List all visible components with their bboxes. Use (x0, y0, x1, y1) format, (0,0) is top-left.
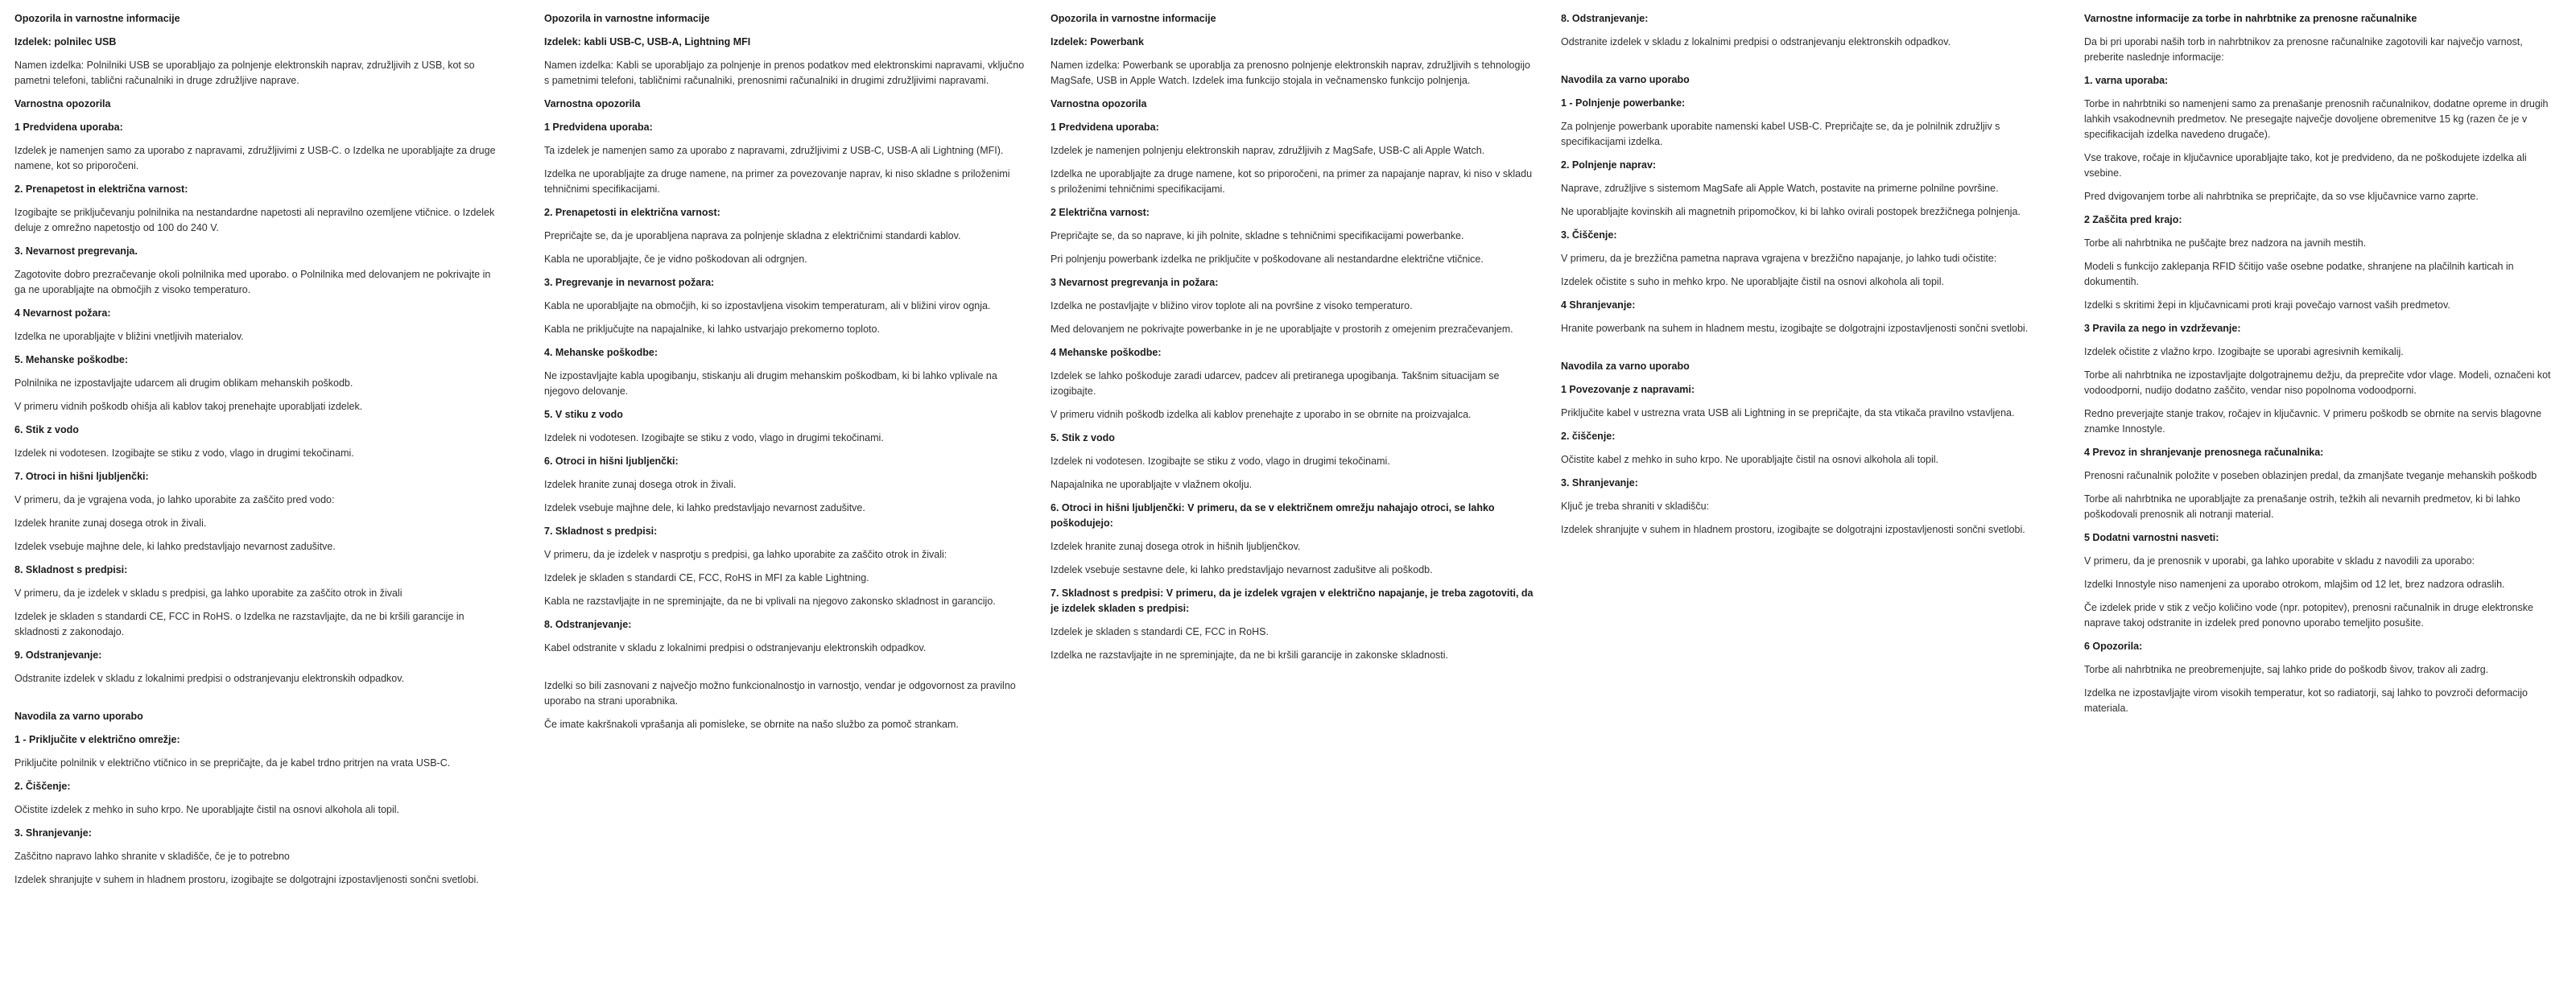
paragraph: Izdelek očistite z vlažno krpo. Izogibajte se uporabi agresivnih kemikalij. (2084, 346, 2404, 357)
paragraph: V primeru, da je prenosnik v uporabi, ga lahko uporabite v skladu z navodili za uporabo: (2084, 555, 2475, 567)
paragraph: Izdelek hranite zunaj dosega otrok in živali. (544, 479, 737, 490)
paragraph: Izdelek shranjujte v suhem in hladnem prostoru, izogibajte se dolgotrajni izpostavljenosti sončni svetlobi. (14, 874, 479, 885)
section-heading: 2. Čiščenje: (14, 781, 71, 792)
section-heading: 2. Prenapetost in električna varnost: (14, 183, 188, 195)
column-powerbank (1051, 11, 1537, 671)
section-heading: Varnostne informacije za torbe in nahrbtnike za prenosne računalnike (2084, 13, 2417, 24)
section-heading: 2 Električna varnost: (1051, 207, 1150, 218)
section-heading: 3. Shranjevanje: (14, 827, 92, 839)
paragraph: Naprave, združljive s sistemom MagSafe ali Apple Watch, postavite na primerne polnilne površine. (1561, 183, 1999, 194)
paragraph: Očistite kabel z mehko in suho krpo. Ne uporabljajte čistil na osnovi alkohola ali topil. (1561, 454, 1938, 465)
section-heading: Opozorila in varnostne informacije (1051, 13, 1216, 24)
paragraph: Priključite polnilnik v električno vtičnico in se prepričajte, da je kabel trdno pritrjen na vrata USB-C. (14, 757, 451, 769)
paragraph: Torbe ali nahrbtnika ne uporabljajte za prenašanje ostrih, težkih ali nevarnih predmetov, ki bi lahko poškodovali prenosnik ali notranji material. (2084, 493, 2520, 520)
section-heading: Izdelek: Powerbank (1051, 36, 1145, 47)
paragraph: Izdelek hranite zunaj dosega otrok in hišnih ljubljenčkov. (1051, 541, 1301, 552)
section-heading: 9. Odstranjevanje: (14, 649, 102, 661)
paragraph: Prepričajte se, da je uporabljena naprava za polnjenje skladna z električnimi standardi kablov. (544, 230, 961, 241)
section-heading: 2. čiščenje: (1561, 431, 1616, 442)
section-heading: 1 Povezovanje z napravami: (1561, 384, 1695, 395)
section-heading: 1 Predvidena uporaba: (1051, 122, 1159, 133)
paragraph: Modeli s funkcijo zaklepanja RFID ščitijo vaše osebne podatke, shranjene na plačilnih karticah in dokumentih. (2084, 261, 2514, 287)
paragraph: Izdelek ni vodotesen. Izogibajte se stiku z vodo, vlago in drugimi tekočinami. (14, 447, 354, 459)
paragraph: Namen izdelka: Kabli se uporabljajo za polnjenje in prenos podatkov med elektronskimi napravami, vključno s pametnimi telefoni, tabličnimi računalniki, prenosnimi računalniki in drugimi združljivimi napravami. (544, 60, 1025, 86)
section-heading: 3. Pregrevanje in nevarnost požara: (544, 277, 715, 288)
section-heading: Varnostna opozorila (1051, 98, 1147, 109)
section-heading: 1 Predvidena uporaba: (14, 122, 123, 133)
paragraph: Da bi pri uporabi naših torb in nahrbtnikov za prenosne računalnike zagotovili kar največjo varnost, preberite naslednje informacije: (2084, 36, 2523, 63)
paragraph: Vse trakove, ročaje in ključavnice uporabljajte tako, kot je predvideno, da ne poškodujete izdelka ali vsebine. (2084, 152, 2527, 179)
paragraph: Torbe ali nahrbtnika ne preobremenjujte, saj lahko pride do poškodb šivov, trakov ali zadrg. (2084, 664, 2489, 675)
paragraph: Namen izdelka: Polnilniki USB se uporabljajo za polnjenje elektronskih naprav, združljivih z USB, kot so pametni telefoni, tablični računalniki in druge združljive naprave. (14, 60, 475, 86)
paragraph: V primeru, da je izdelek v skladu s predpisi, ga lahko uporabite za zaščito otrok in živali (14, 588, 402, 599)
paragraph: Izdelek shranjujte v suhem in hladnem prostoru, izogibajte se dolgotrajni izpostavljenosti sončni svetlobi. (1561, 524, 2025, 535)
paragraph: Napajalnika ne uporabljajte v vlažnem okolju. (1051, 479, 1253, 490)
section-heading: 6. Otroci in hišni ljubljenčki: V primeru, da se v električnem omrežju nahajajo otroci, se lahko poškodujejo: (1051, 502, 1495, 529)
section-heading: Opozorila in varnostne informacije (14, 13, 180, 24)
section-heading: Varnostna opozorila (544, 98, 641, 109)
paragraph: Izdelki Innostyle niso namenjeni za uporabo otrokom, mlajšim od 12 let, brez nadzora odraslih. (2084, 579, 2505, 590)
section-heading: 6. Otroci in hišni ljubljenčki: (544, 456, 679, 467)
section-heading: 2. Polnjenje naprav: (1561, 159, 1657, 171)
paragraph: Torbe in nahrbtniki so namenjeni samo za prenašanje prenosnih računalnikov, dodatne opreme in drugih lahkih vsakodnevnih predmetov. Ne presegajte največje dovoljene obremenitve 15 kg (razen če je v specifikacijah izdelka navedeno drugače). (2084, 98, 2549, 140)
paragraph: Med delovanjem ne pokrivajte powerbanke in je ne uporabljajte v prostorih z omejenim prezračevanjem. (1051, 324, 1513, 335)
paragraph: Izdelek je skladen s standardi CE, FCC in RoHS. (1051, 626, 1269, 637)
paragraph: Izdelek se lahko poškoduje zaradi udarcev, padcev ali pretiranega upogibanja. Takšnim situacijam se izogibajte. (1051, 370, 1500, 397)
paragraph: Če izdelek pride v stik z večjo količino vode (npr. potopitev), prenosni računalnik in druge elektronske naprave takoj odstranite in izdelek pred ponovno uporabo temeljito posušite. (2084, 602, 2533, 629)
section-heading: 1 - Priključite v električno omrežje: (14, 734, 180, 745)
paragraph: Pri polnjenju powerbank izdelka ne priključite v poškodovane ali nestandardne električne vtičnice. (1051, 254, 1484, 265)
column-laptop-bags (2084, 11, 2557, 724)
section-heading: 3. Čiščenje: (1561, 229, 1617, 241)
section-heading: 1. varna uporaba: (2084, 75, 2169, 86)
paragraph: Izdelek ni vodotesen. Izogibajte se stiku z vodo, vlago in drugimi tekočinami. (1051, 456, 1390, 467)
section-heading: 3. Nevarnost pregrevanja. (14, 245, 138, 257)
section-heading: 8. Odstranjevanje: (1561, 13, 1649, 24)
paragraph: Ne uporabljajte kovinskih ali magnetnih pripomočkov, ki bi lahko ovirali postopek brezžičnega polnjenja. (1561, 206, 2021, 217)
paragraph: Prepričajte se, da so naprave, ki jih polnite, skladne s tehničnimi specifikacijami powerbanke. (1051, 230, 1464, 241)
paragraph: Priključite kabel v ustrezna vrata USB ali Lightning in se prepričajte, da sta vtikača pravilno vstavljena. (1561, 407, 2015, 418)
section-heading: 3 Pravila za nego in vzdrževanje: (2084, 323, 2241, 334)
section-heading: 1 Predvidena uporaba: (544, 122, 653, 133)
paragraph: Za polnjenje powerbank uporabite namenski kabel USB-C. Prepričajte se, da je polnilnik združljiv s specifikacijami izdelka. (1561, 121, 2000, 147)
section-heading: 7. Skladnost s predpisi: (544, 526, 658, 537)
paragraph: Izogibajte se priključevanju polnilnika na nestandardne napetosti ali nepravilno ozemljene vtičnice. o Izdelek deluje z omrežno napetostjo od 100 do 240 V. (14, 207, 495, 233)
paragraph: V primeru, da je izdelek v nasprotju s predpisi, ga lahko uporabite za zaščito otrok in živali: (544, 549, 947, 560)
section-heading: 6 Opozorila: (2084, 641, 2143, 652)
section-heading: 5 Dodatni varnostni nasveti: (2084, 532, 2219, 543)
paragraph: Pred dvigovanjem torbe ali nahrbtnika se prepričajte, da so vse ključavnice varno zaprte. (2084, 191, 2479, 202)
paragraph: Izdelek vsebuje majhne dele, ki lahko predstavljajo nevarnost zadušitve. (14, 541, 336, 552)
section-heading: 5. Stik z vodo (1051, 432, 1115, 443)
paragraph: V primeru vidnih poškodb izdelka ali kablov prenehajte z uporabo in se obrnite na proizvajalca. (1051, 409, 1472, 420)
section-heading: 3. Shranjevanje: (1561, 477, 1638, 489)
paragraph: Kabla ne uporabljajte na območjih, ki so izpostavljena visokim temperaturam, ali v bližini virov ognja. (544, 300, 991, 311)
paragraph: Izdelka ne razstavljajte in ne spreminjajte, da ne bi kršili garancije in zakonske skladnosti. (1051, 649, 1449, 661)
paragraph: Kabla ne uporabljajte, če je vidno poškodovan ali odrgnjen. (544, 254, 807, 265)
section-heading: 1 - Polnjenje powerbanke: (1561, 97, 1686, 109)
paragraph: Izdelek ni vodotesen. Izogibajte se stiku z vodo, vlago in drugimi tekočinami. (544, 432, 884, 443)
paragraph: Izdelka ne izpostavljajte virom visokih temperatur, kot so radiatorji, saj lahko to povzroči deformacijo materiala. (2084, 687, 2528, 714)
paragraph: Izdelka ne postavljajte v bližino virov toplote ali na površine z visoko temperaturo. (1051, 300, 1413, 311)
paragraph: Izdelek je namenjen polnjenju elektronskih naprav, združljivih z MagSafe, USB-C ali Apple Watch. (1051, 145, 1485, 156)
section-heading: Opozorila in varnostne informacije (544, 13, 710, 24)
paragraph: Izdelka ne uporabljajte za druge namene, na primer za povezovanje naprav, ki niso skladne s priloženimi tehničnimi specifikacijami. (544, 168, 1010, 195)
section-heading: 4 Nevarnost požara: (14, 307, 111, 319)
paragraph: Ključ je treba shraniti v skladišču: (1561, 501, 1710, 512)
section-heading: Navodila za varno uporabo (1561, 361, 1690, 372)
paragraph: Odstranite izdelek v skladu z lokalnimi predpisi o odstranjevanju elektronskih odpadkov. (14, 673, 405, 684)
paragraph: Izdelek vsebuje sestavne dele, ki lahko predstavljajo nevarnost zadušitve ali poškodb. (1051, 564, 1433, 575)
section-heading: 2. Prenapetosti in električna varnost: (544, 207, 720, 218)
paragraph: Polnilnika ne izpostavljajte udarcem ali drugim oblikam mehanskih poškodb. (14, 377, 353, 389)
paragraph: Torbe ali nahrbtnika ne izpostavljajte dolgotrajnemu dežju, da preprečite vdor vlage. Modeli, označeni kot vodoodporni, nudijo dodatno zaščito, vendar niso popolnoma vodoodporni. (2084, 369, 2551, 396)
paragraph: Hranite powerbank na suhem in hladnem mestu, izogibajte se dolgotrajni izpostavljenosti sončni svetlobi. (1561, 323, 2029, 334)
section-heading: 6. Stik z vodo (14, 424, 79, 435)
section-heading: Navodila za varno uporabo (14, 711, 143, 722)
paragraph: V primeru vidnih poškodb ohišja ali kablov takoj prenehajte uporabljati izdelek. (14, 401, 363, 412)
paragraph: Izdelki so bili zasnovani z največjo možno funkcionalnostjo in varnostjo, vendar je odgovornost za pravilno uporabo na strani uporabnika. (544, 680, 1016, 707)
paragraph: Izdelek vsebuje majhne dele, ki lahko predstavljajo nevarnost zadušitve. (544, 502, 865, 513)
paragraph: Očistite izdelek z mehko in suho krpo. Ne uporabljajte čistil na osnovi alkohola ali topil. (14, 804, 400, 815)
section-heading: 5. V stiku z vodo (544, 409, 623, 420)
paragraph: Ne izpostavljajte kabla upogibanju, stiskanju ali drugim mehanskim poškodbam, ki bi lahko vplivale na njegovo delovanje. (544, 370, 997, 397)
column-cables (544, 11, 1027, 740)
paragraph: Torbe ali nahrbtnika ne puščajte brez nadzora na javnih mestih. (2084, 237, 2367, 249)
paragraph: Redno preverjajte stanje trakov, ročajev in ključavnic. V primeru poškodb se obrnite na servis blagovne znamke Innostyle. (2084, 408, 2542, 435)
section-heading: 7. Skladnost s predpisi: V primeru, da je izdelek vgrajen v električno napajanje, je treba zagotoviti, da je izdelek skladen s predpisi: (1051, 588, 1534, 614)
paragraph: Če imate kakršnakoli vprašanja ali pomisleke, se obrnite na našo službo za pomoč strankam. (544, 719, 959, 730)
section-heading: Navodila za varno uporabo (1561, 74, 1690, 85)
paragraph: Kabla ne priključujte na napajalnike, ki lahko ustvarjajo prekomerno toploto. (544, 324, 880, 335)
section-heading: 7. Otroci in hišni ljubljenčki: (14, 471, 149, 482)
paragraph: Zaščitno napravo lahko shranite v skladišče, če je to potrebno (14, 851, 290, 862)
paragraph: Izdelek očistite s suho in mehko krpo. Ne uporabljajte čistil na osnovi alkohola ali topil. (1561, 276, 1944, 287)
section-heading: 3 Nevarnost pregrevanja in požara: (1051, 277, 1219, 288)
section-heading: 4 Prevoz in shranjevanje prenosnega računalnika: (2084, 447, 2324, 458)
paragraph: Izdelka ne uporabljajte v bližini vnetljivih materialov. (14, 331, 244, 342)
column-usage-instructions (1561, 11, 2060, 546)
paragraph: Izdelka ne uporabljajte za druge namene, kot so priporočeni, na primer za napajanje naprav, ki niso v skladu s priloženimi tehničnimi specifikacijami. (1051, 168, 1533, 195)
paragraph: Kabla ne razstavljajte in ne spreminjajte, da ne bi vplivali na njegovo zakonsko skladnost in garancijo. (544, 596, 996, 607)
section-heading: 5. Mehanske poškodbe: (14, 354, 129, 365)
paragraph: Izdelki s skritimi žepi in ključavnicami proti kraji povečajo varnost vaših predmetov. (2084, 299, 2450, 311)
paragraph: V primeru, da je vgrajena voda, jo lahko uporabite za zaščito pred vodo: (14, 494, 335, 505)
paragraph: Izdelek hranite zunaj dosega otrok in živali. (14, 517, 207, 529)
section-heading: 4. Mehanske poškodbe: (544, 347, 658, 358)
section-heading: 2 Zaščita pred krajo: (2084, 214, 2182, 225)
paragraph: Odstranite izdelek v skladu z lokalnimi predpisi o odstranjevanju elektronskih odpadkov. (1561, 36, 1951, 47)
section-heading: 4 Shranjevanje: (1561, 299, 1636, 311)
section-heading: Izdelek: polnilec USB (14, 36, 117, 47)
paragraph: Ta izdelek je namenjen samo za uporabo z napravami, združljivimi z USB-C, USB-A ali Lightning (MFI). (544, 145, 1004, 156)
section-heading: 4 Mehanske poškodbe: (1051, 347, 1162, 358)
paragraph: Prenosni računalnik položite v poseben oblazinjen predal, da zmanjšate tveganje mehanskih poškodb (2084, 470, 2537, 481)
section-heading: Varnostna opozorila (14, 98, 111, 109)
section-heading: 8. Odstranjevanje: (544, 619, 632, 630)
paragraph: Izdelek je skladen s standardi CE, FCC in RoHS. o Izdelka ne razstavljajte, da ne bi kršili garancije in skladnosti z zakonodajo. (14, 611, 464, 637)
paragraph: Izdelek je namenjen samo za uporabo z napravami, združljivimi z USB-C. o Izdelka ne uporabljajte za druge namene, kot so priporočeni. (14, 145, 496, 171)
section-heading: Izdelek: kabli USB-C, USB-A, Lightning MFI (544, 36, 751, 47)
section-heading: 8. Skladnost s predpisi: (14, 564, 128, 575)
paragraph: Namen izdelka: Powerbank se uporablja za prenosno polnjenje elektronskih naprav, združljivih s tehnologijo MagSafe, USB in Apple Watch. Izdelek ima funkcijo stojala in večnamensko funkcijo polnjenja. (1051, 60, 1530, 86)
paragraph: Zagotovite dobro prezračevanje okoli polnilnika med uporabo. o Polnilnika med delovanjem ne pokrivajte in ga ne uporabljajte na območjih z visoko temperaturo. (14, 269, 491, 295)
paragraph: Izdelek je skladen s standardi CE, FCC, RoHS in MFI za kable Lightning. (544, 572, 869, 583)
paragraph: Kabel odstranite v skladu z lokalnimi predpisi o odstranjevanju elektronskih odpadkov. (544, 642, 927, 653)
column-usb-charger (14, 11, 504, 896)
paragraph: V primeru, da je brezžična pametna naprava vgrajena v brezžično napajanje, jo lahko tudi očistite: (1561, 253, 1997, 264)
